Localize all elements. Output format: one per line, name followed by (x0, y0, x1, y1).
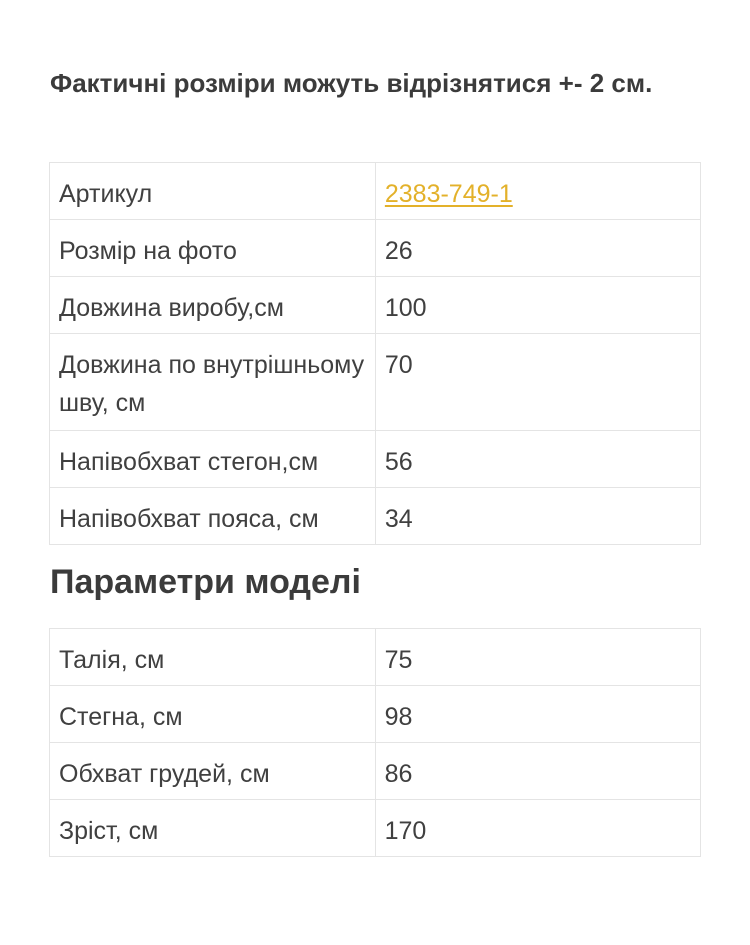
spec-value: 100 (375, 277, 700, 334)
param-value: 98 (375, 686, 700, 743)
param-label: Обхват грудей, см (50, 743, 376, 800)
size-disclaimer: Фактичні розміри можуть відрізнятися +- 2 см. (50, 68, 653, 98)
param-value: 75 (375, 629, 700, 686)
spec-label: Напівобхват пояса, см (50, 488, 376, 545)
spec-value: 34 (375, 488, 700, 545)
table-row (50, 743, 701, 800)
table-row (50, 334, 701, 431)
table-row (50, 431, 701, 488)
table-row (50, 686, 701, 743)
spec-label: Розмір на фото (50, 220, 376, 277)
table-row (50, 277, 701, 334)
spec-label: Артикул (50, 163, 376, 220)
table-row (50, 629, 701, 686)
param-label: Зріст, см (50, 800, 376, 857)
product-specs-table (49, 162, 701, 545)
param-label: Стегна, см (50, 686, 376, 743)
param-label: Талія, см (50, 629, 376, 686)
param-value: 86 (375, 743, 700, 800)
spec-value: 70 (375, 334, 700, 431)
model-parameters-table (49, 628, 701, 857)
spec-label: Напівобхват стегон,см (50, 431, 376, 488)
sku-link[interactable]: 2383-749-1 (384, 180, 513, 208)
table-row (50, 163, 701, 220)
spec-label: Довжина виробу,см (50, 277, 376, 334)
table-row (50, 220, 701, 277)
table-row (50, 488, 701, 545)
model-parameters-heading: Параметри моделі (50, 563, 361, 601)
spec-value: 26 (375, 220, 700, 277)
table-row (50, 800, 701, 857)
spec-value: 56 (375, 431, 700, 488)
param-value: 170 (375, 800, 700, 857)
spec-label: Довжина по внутрішньому шву, см (50, 334, 376, 431)
spec-value (375, 163, 700, 220)
